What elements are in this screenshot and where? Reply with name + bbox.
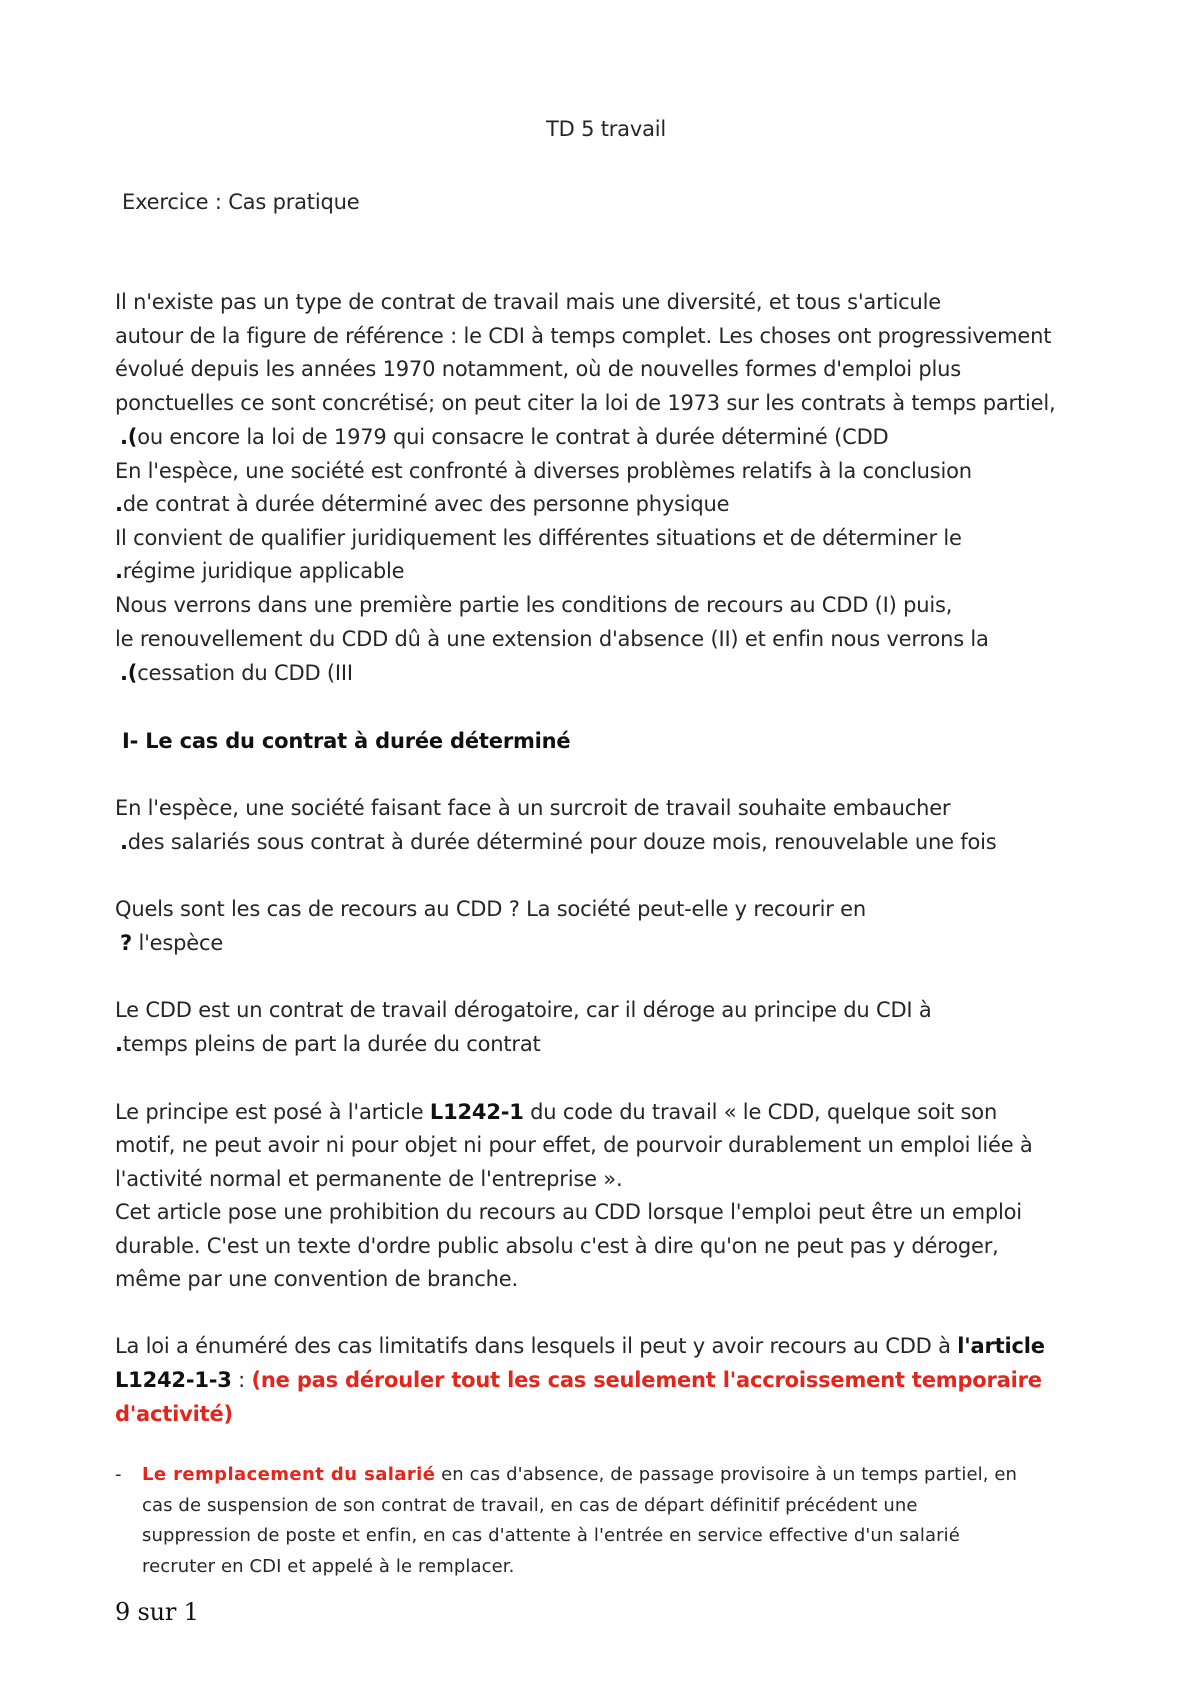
intro-line-4: ponctuelles ce sont concrétisé; on peut citer la loi de 1973 sur les contrats à temps partiel,: [115, 391, 1056, 415]
intro-line-5: .(ou encore la loi de 1979 qui consacre le contrat à durée déterminé (CDD: [120, 425, 889, 449]
intro-line-8: Il convient de qualifier juridiquement les différentes situations et de déterminer le: [115, 526, 962, 550]
intro-line-2: autour de la figure de référence : le CDI à temps complet. Les choses ont progressivement: [115, 324, 1052, 348]
article-ref: L1242-1-3: [115, 1368, 232, 1392]
principle-line-6: même par une convention de branche.: [115, 1267, 518, 1291]
law-line-2: L1242-1-3 : (ne pas dérouler tout les cas seulement l'accroissement temporaire: [115, 1368, 1042, 1392]
mark-dot: .: [120, 830, 128, 854]
law-line-1: La loi a énuméré des cas limitatifs dans lesquels il peut y avoir recours au CDD à l'article: [115, 1334, 1045, 1358]
bullet-line-2: cas de suspension de son contrat de travail, en cas de départ définitif précédent une: [142, 1495, 918, 1516]
intro-line-10: Nous verrons dans une première partie les conditions de recours au CDD (I) puis,: [115, 593, 953, 617]
bullet-dash: -: [115, 1464, 122, 1485]
mark-dot: .: [115, 1032, 123, 1056]
article-ref: L1242-1: [429, 1100, 524, 1124]
mark-dot: .: [115, 492, 123, 516]
law-line-3: d'activité): [115, 1402, 233, 1426]
question-line-1: Quels sont les cas de recours au CDD ? La société peut-elle y recourir en: [115, 897, 866, 921]
document-title: TD 5 travail: [546, 117, 667, 141]
article-ref: l'article: [957, 1334, 1045, 1358]
mark-dot-paren: .(: [120, 661, 138, 685]
intro-line-12: .(cessation du CDD (III: [120, 661, 353, 685]
principle-line-2: motif, ne peut avoir ni pour objet ni pour effet, de pourvoir durablement un emploi liée à: [115, 1133, 1033, 1157]
bullet-highlight: Le remplacement du salarié: [142, 1464, 436, 1485]
section-1-heading: I- Le cas du contrat à durée déterminé: [122, 729, 571, 753]
principle-line-5: durable. C'est un texte d'ordre public absolu c'est à dire qu'on ne peut pas y déroger,: [115, 1234, 999, 1258]
case-line-2: .des salariés sous contrat à durée déterminé pour douze mois, renouvelable une fois: [120, 830, 997, 854]
page-footer: 9 sur 1: [115, 1598, 199, 1626]
derog-line-1: Le CDD est un contrat de travail dérogatoire, car il déroge au principe du CDI à: [115, 998, 932, 1022]
case-line-1: En l'espèce, une société faisant face à un surcroit de travail souhaite embaucher: [115, 796, 951, 820]
bullet-line-1: Le remplacement du salarié en cas d'absence, de passage provisoire à un temps partiel, en: [142, 1464, 1018, 1485]
red-note: (ne pas dérouler tout les cas seulement l'accroissement temporaire: [251, 1368, 1042, 1392]
intro-line-11: le renouvellement du CDD dû à une extension d'absence (II) et enfin nous verrons la: [115, 627, 989, 651]
mark-dot-paren: .(: [120, 425, 138, 449]
bullet-line-4: recruter en CDI et appelé à le remplacer.: [142, 1556, 515, 1577]
intro-line-3: évolué depuis les années 1970 notamment, où de nouvelles formes d'emploi plus: [115, 357, 961, 381]
mark-dot: .: [115, 559, 123, 583]
derog-line-2: .temps pleins de part la durée du contrat: [115, 1032, 541, 1056]
question-line-2: ? l'espèce: [120, 931, 224, 955]
intro-line-6: En l'espèce, une société est confronté à diverses problèmes relatifs à la conclusion: [115, 459, 972, 483]
principle-line-4: Cet article pose une prohibition du recours au CDD lorsque l'emploi peut être un emploi: [115, 1200, 1022, 1224]
intro-line-1: Il n'existe pas un type de contrat de travail mais une diversité, et tous s'articule: [115, 290, 941, 314]
exercise-heading: Exercice : Cas pratique: [122, 190, 360, 214]
mark-question: ?: [120, 931, 132, 955]
intro-line-9: .régime juridique applicable: [115, 559, 405, 583]
principle-line-1: Le principe est posé à l'article L1242-1 du code du travail « le CDD, quelque soit son: [115, 1100, 998, 1124]
bullet-line-3: suppression de poste et enfin, en cas d'attente à l'entrée en service effective d'un salarié: [142, 1525, 960, 1546]
principle-line-3: l'activité normal et permanente de l'entreprise ».: [115, 1167, 623, 1191]
intro-line-7: .de contrat à durée déterminé avec des personne physique: [115, 492, 730, 516]
